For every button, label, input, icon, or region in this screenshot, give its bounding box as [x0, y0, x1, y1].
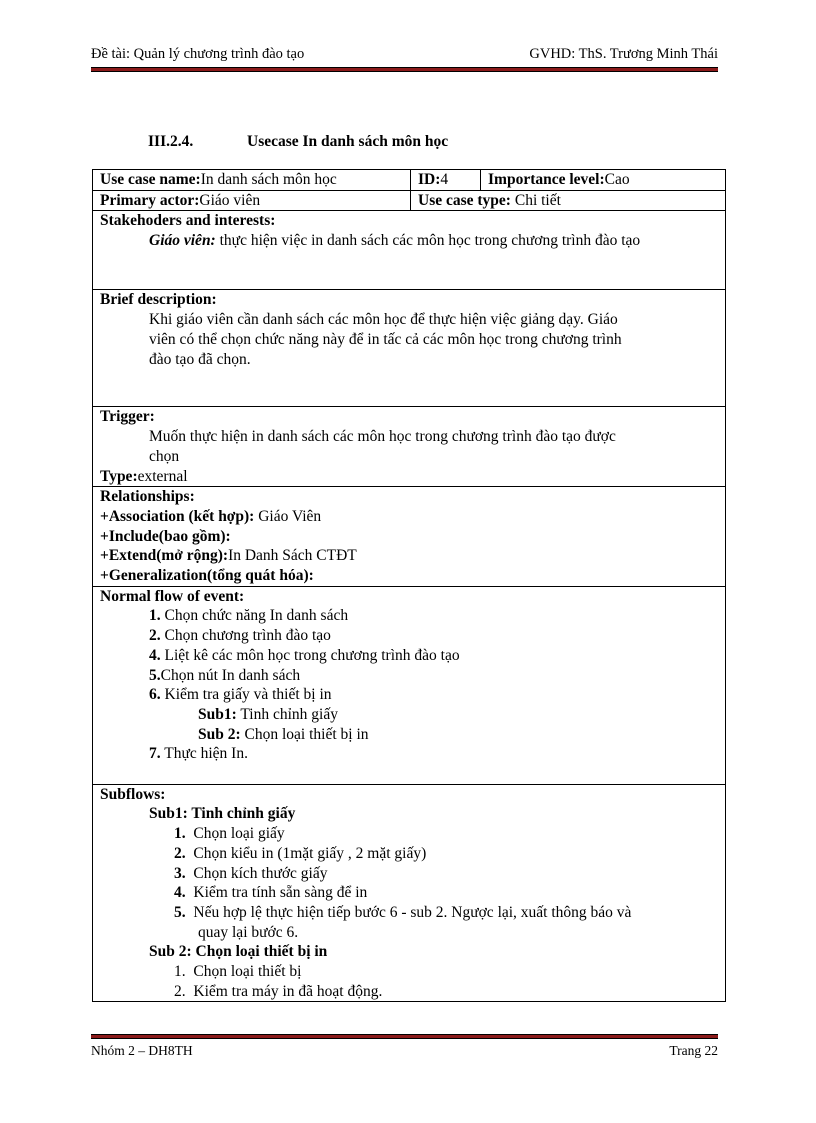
type-value: Chi tiết — [510, 191, 561, 209]
type-label: Use case type: — [418, 191, 511, 209]
importance-value: Cao — [604, 171, 630, 188]
include-label: +Include(bao gồm): — [100, 527, 231, 545]
usecase-table — [92, 169, 726, 1002]
importance-label: Importance level: — [488, 171, 605, 188]
section-title: Usecase In danh sách môn học — [247, 133, 449, 150]
stakeholders-label: Stakehoders and interests: — [100, 212, 276, 230]
brief-line: đào tạo đã chọn. — [149, 350, 251, 368]
sub1-item-continuation: quay lại bước 6. — [198, 923, 299, 941]
trigger-type-label: Type: — [100, 467, 138, 485]
brief-line: viên có thể chọn chức năng này để in tấc cả các môn học trong chương trình — [149, 330, 622, 348]
sub2-item: 2. Kiểm tra máy in đã hoạt động. — [174, 982, 383, 1000]
association-label: +Association (kết hợp): — [100, 507, 255, 525]
row-subflows — [93, 784, 726, 1002]
cell-relationships — [93, 487, 726, 587]
row-name — [93, 170, 726, 191]
footer-page-number: Trang 22 — [669, 1043, 718, 1058]
cell-trigger — [93, 407, 726, 487]
header-advisor: GVHD: ThS. Trương Minh Thái — [529, 46, 718, 62]
trigger-label: Trigger: — [100, 408, 155, 426]
generalization-label: +Generalization(tổng quát hóa): — [100, 567, 314, 585]
cell-stakeholders — [93, 211, 726, 290]
actor-value: Giáo viên — [199, 191, 261, 209]
row-normal-flow — [93, 586, 726, 784]
row-trigger — [93, 407, 726, 487]
sub1-title: Sub1: Tinh chỉnh giấy — [149, 805, 296, 823]
association-value: Giáo Viên — [254, 507, 322, 525]
cell-subflows — [93, 784, 726, 1002]
name-value: In danh sách môn học — [200, 171, 337, 188]
trigger-line: Muốn thực hiện in danh sách các môn học trong chương trình đào tạo được — [149, 428, 616, 446]
sub2-item: 1. Chọn loại thiết bị — [174, 963, 302, 981]
id-value: 4 — [440, 171, 449, 188]
normal-flow-label: Normal flow of event: — [100, 587, 245, 605]
cell-primary-actor — [93, 190, 411, 211]
sub2-title: Sub 2: Chọn loại thiết bị in — [149, 943, 328, 961]
sub1-item: 2. Chọn kiểu in (1mặt giấy , 2 mặt giấy) — [174, 844, 427, 862]
subflows-label: Subflows: — [100, 785, 166, 803]
relationships-label: Relationships: — [100, 488, 195, 506]
section-number: III.2.4. — [148, 133, 194, 150]
extend-value: In Danh Sách CTĐT — [228, 547, 357, 565]
name-label: Use case name: — [100, 171, 201, 188]
row-brief — [93, 290, 726, 407]
stakeholder-text: thực hiện việc in danh sách các môn học trong chương trình đào tạo — [215, 232, 641, 250]
row-actor — [93, 190, 726, 211]
normal-step: 1. Chọn chức năng In danh sách — [149, 607, 349, 625]
footer-group: Nhóm 2 – DH8TH — [91, 1043, 193, 1058]
row-relationships — [93, 487, 726, 587]
brief-line: Khi giáo viên cần danh sách các môn học để thực hiện việc giảng dạy. Giáo — [149, 311, 618, 329]
header-topic: Đề tài: Quản lý chương trình đào tạo — [91, 46, 305, 62]
normal-substep: Sub 2: Chọn loại thiết bị in — [198, 725, 369, 743]
cell-normal-flow — [93, 586, 726, 784]
cell-brief-description — [93, 290, 726, 407]
extend-label: +Extend(mở rộng): — [100, 547, 229, 565]
normal-step: 2. Chọn chương trình đào tạo — [149, 627, 331, 645]
cell-importance — [481, 170, 726, 191]
sub1-item: 3. Chọn kích thước giấy — [174, 864, 328, 882]
sub1-item: 1. Chọn loại giấy — [174, 825, 285, 843]
header-rule — [91, 67, 718, 72]
normal-step: 4. Liệt kê các môn học trong chương trình đào tạo — [149, 646, 460, 664]
cell-usecase-type — [411, 190, 726, 211]
sub1-item: 5. Nếu hợp lệ thực hiện tiếp bước 6 - sub 2. Ngược lại, xuất thông báo và — [174, 903, 632, 921]
normal-step: 6. Kiểm tra giấy và thiết bị in — [149, 686, 332, 704]
cell-id — [411, 170, 481, 191]
normal-substep: Sub1: Tinh chỉnh giấy — [198, 705, 338, 723]
normal-step: 7. Thực hiện In. — [149, 745, 248, 763]
cell-usecase-name — [93, 170, 411, 191]
trigger-line: chọn — [149, 447, 180, 465]
trigger-type-value: external — [137, 467, 188, 485]
normal-step: 5.Chọn nút In danh sách — [149, 666, 301, 684]
sub1-item: 4. Kiểm tra tính sẵn sàng để in — [174, 884, 368, 902]
id-label: ID: — [418, 171, 441, 188]
actor-label: Primary actor: — [100, 191, 200, 209]
brief-label: Brief description: — [100, 291, 217, 309]
footer-rule — [91, 1034, 718, 1039]
stakeholder-role: Giáo viên: — [149, 232, 216, 250]
section-heading — [148, 133, 448, 151]
row-stakeholders — [93, 211, 726, 290]
